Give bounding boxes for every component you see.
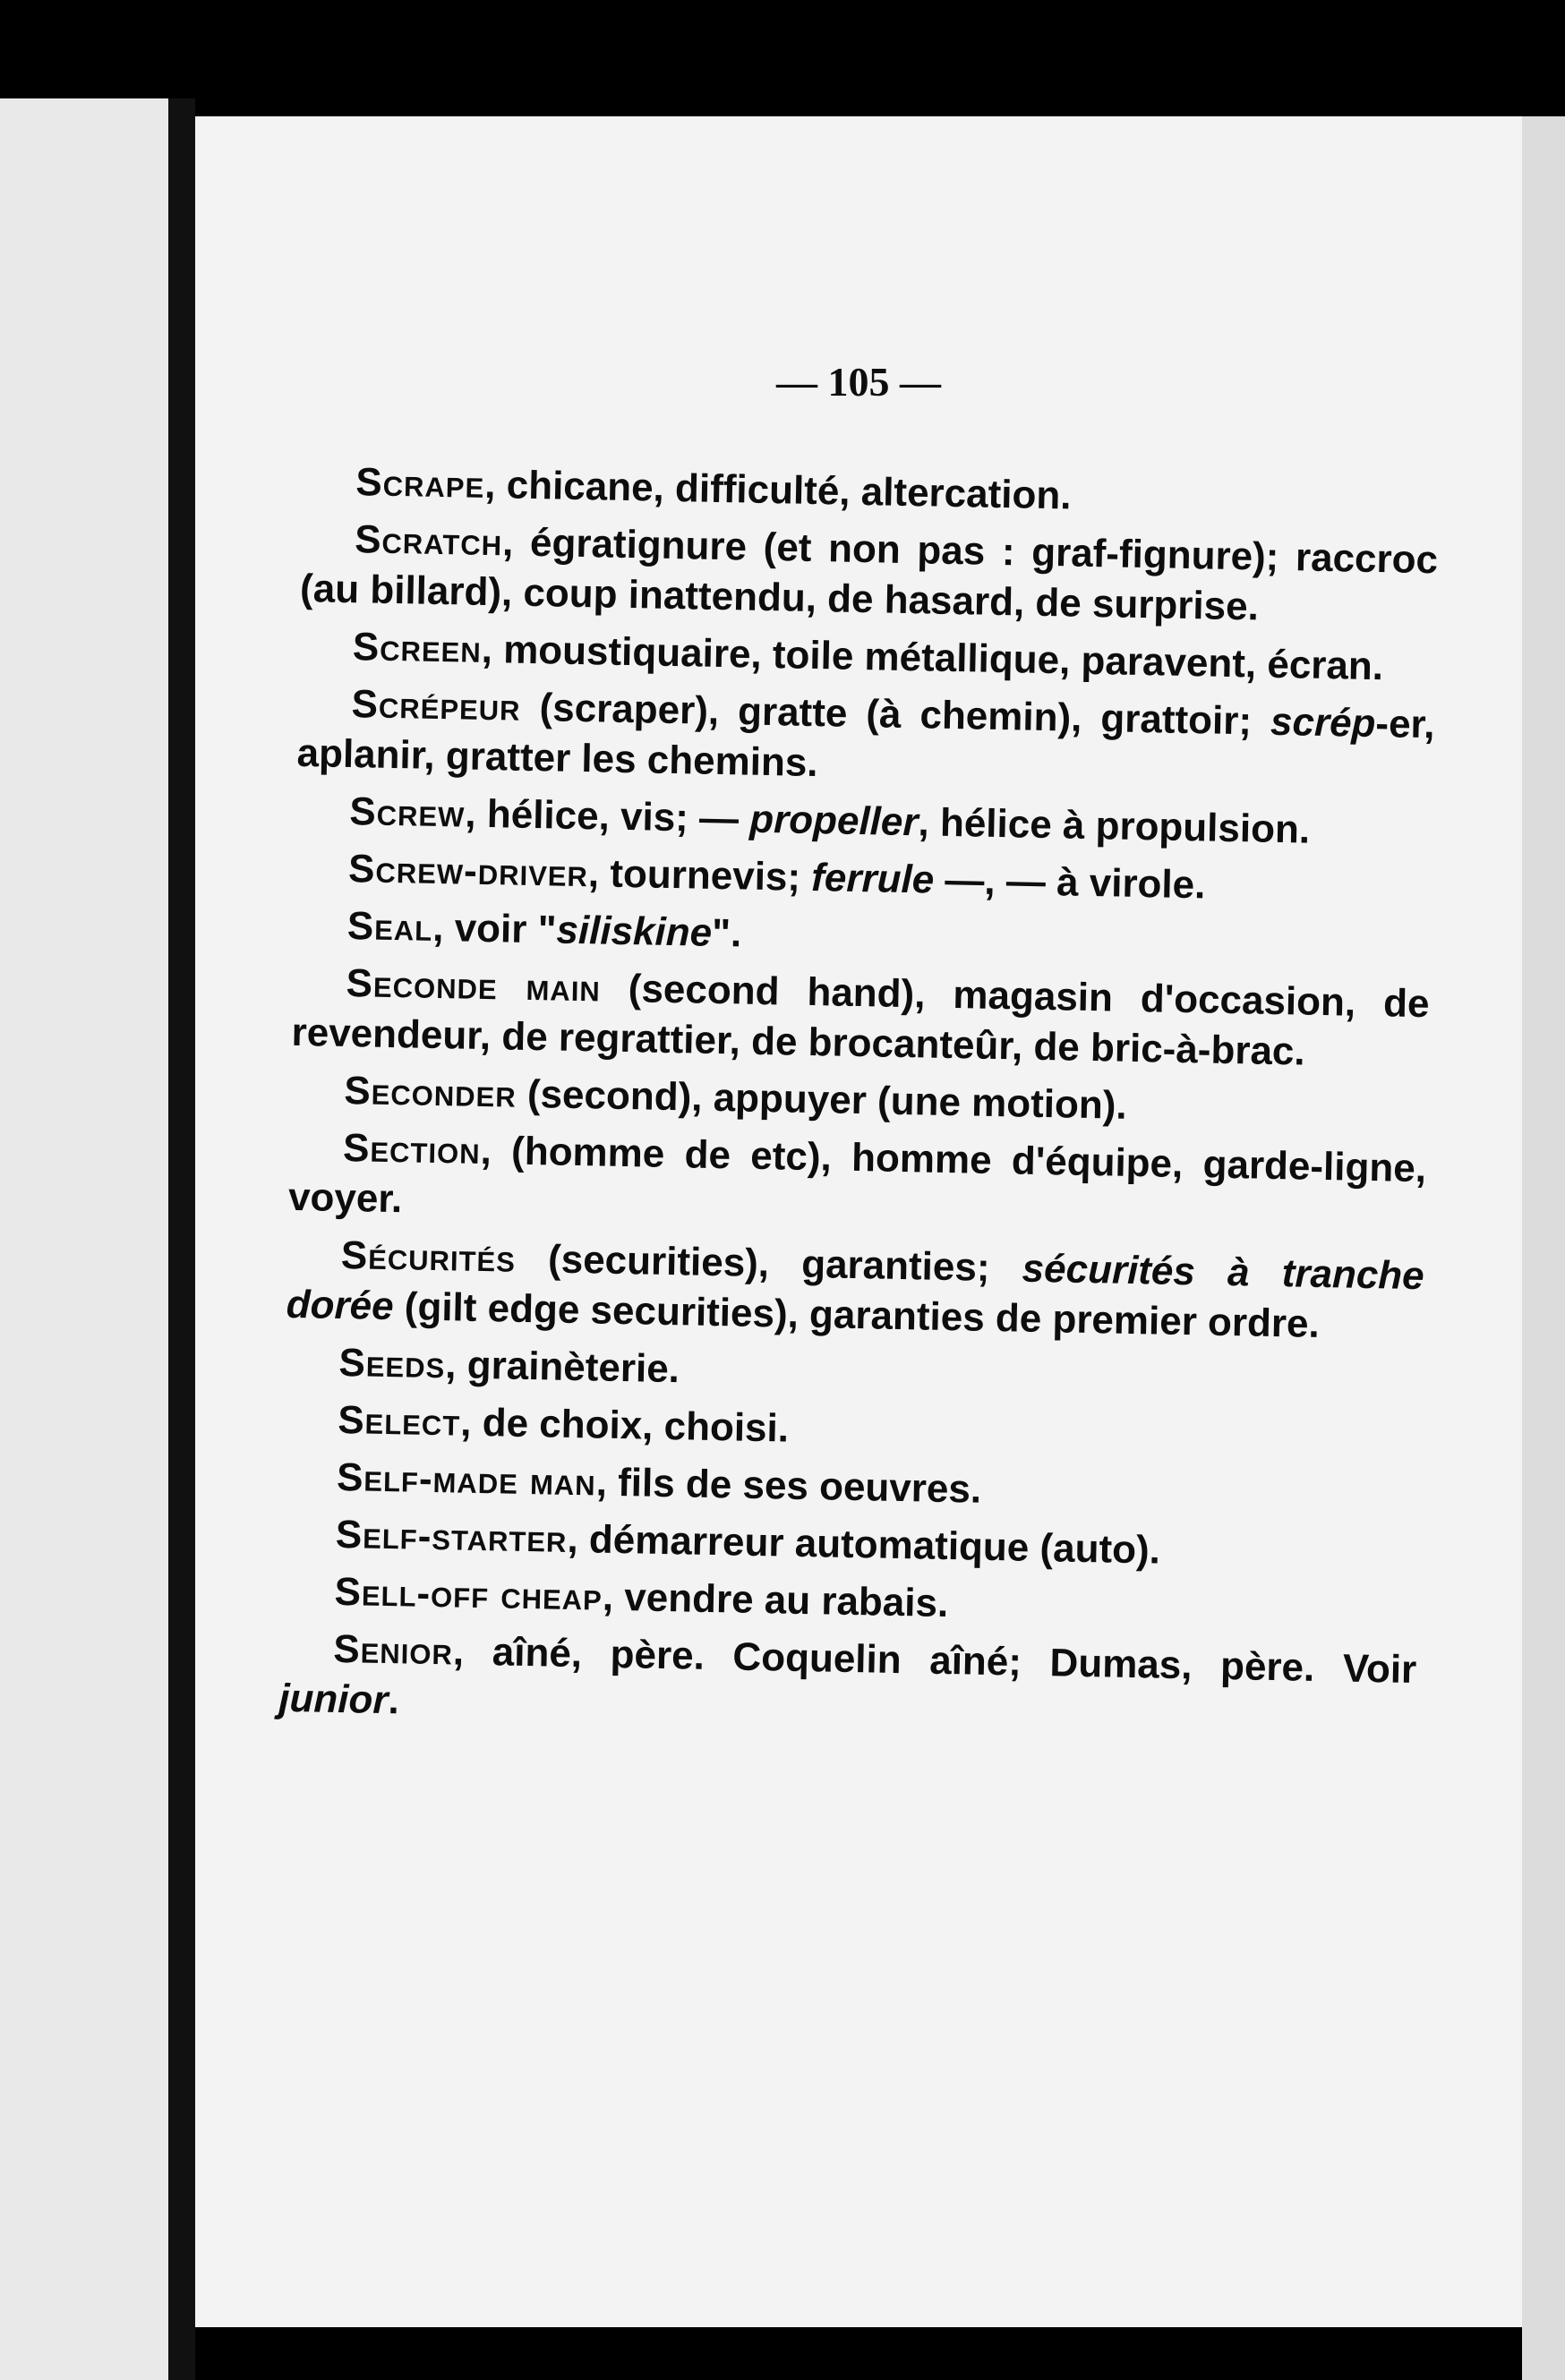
entry-definition: , hélice, vis; —	[464, 791, 750, 841]
entry-definition: , égratignure (et non pas : graf-fignure); raccroc (au billard), coup inattendu, de hasard, de surprise.	[299, 520, 1439, 629]
entry-definition: (securities), garanties;	[515, 1236, 1023, 1291]
entry-headword: Self-made man	[336, 1454, 597, 1505]
entry-italic-term: scrép	[1270, 699, 1376, 746]
entry-headword: Seal	[346, 904, 433, 950]
entry-definition-cont: .	[388, 1678, 400, 1723]
entry-headword: Section	[342, 1126, 482, 1173]
page-stack-edge	[1522, 116, 1565, 2380]
entry-italic-term: propeller	[748, 797, 919, 845]
glossary-entries	[278, 456, 1440, 1753]
entry-italic-term: siliskine	[556, 908, 713, 955]
entry-headword: Sell-off cheap	[334, 1569, 603, 1619]
entry-headword: Sécurités	[340, 1233, 517, 1281]
entry-definition-cont: , hélice à propulsion.	[918, 800, 1311, 852]
glossary-entry	[291, 958, 1430, 1079]
entry-definition: (scraper), gratte (à chemin), grattoir;	[520, 685, 1271, 744]
entry-definition-cont: (gilt edge securities), garanties de premier ordre.	[393, 1284, 1321, 1346]
entry-definition: (second), appuyer (une motion).	[516, 1071, 1128, 1128]
entry-italic-term: ferrule	[810, 856, 935, 902]
entry-headword: Select	[337, 1397, 461, 1445]
glossary-entry	[286, 1230, 1424, 1352]
entry-definition: , aîné, père. Coquelin aîné; Dumas, père. Voir	[452, 1629, 1417, 1693]
entry-headword: Screen	[352, 625, 483, 671]
glossary-entry	[300, 514, 1439, 636]
entry-definition: , voir "	[432, 905, 557, 952]
entry-definition: , de choix, choisi.	[459, 1400, 790, 1451]
entry-headword: Scratch	[354, 517, 503, 565]
glossary-entry	[288, 1122, 1427, 1244]
entry-headword: Scrape	[355, 460, 485, 507]
entry-headword: Scrépeur	[351, 682, 522, 729]
entry-italic-term: junior	[278, 1676, 389, 1723]
entry-headword: Seconde main	[346, 961, 602, 1011]
entry-definition: , fils de ses oeuvres.	[595, 1460, 982, 1512]
entry-headword: Seeds	[338, 1340, 446, 1387]
entry-headword: Seconder	[343, 1069, 517, 1116]
entry-definition: , moustiquaire, toile métallique, paravent, écran.	[481, 627, 1384, 689]
entry-italic-term: sécurités à tranche dorée	[286, 1246, 1425, 1329]
entry-definition: , vendre au rabais.	[602, 1574, 949, 1626]
entry-definition: (second hand), magasin d'occasion, de revendeur, de regrattier, de brocanteûr, de bric-à-brac.	[291, 966, 1430, 1074]
entry-headword: Self-starter	[335, 1512, 568, 1561]
book-spine	[168, 98, 195, 2380]
entry-definition-cont: ".	[711, 910, 742, 956]
entry-definition-cont: -er, aplanir, gratter les chemins.	[296, 702, 1435, 786]
entry-headword: Screw	[348, 789, 466, 836]
adjacent-page-edge	[0, 98, 168, 2380]
entry-headword: Screw-driver	[347, 847, 589, 896]
entry-headword: Senior	[332, 1626, 454, 1674]
entry-definition: , tournevis;	[587, 851, 812, 900]
entry-definition-cont: —, — à virole.	[933, 857, 1206, 908]
entry-definition: , (homme de etc), homme d'équipe, garde-ligne, voyer.	[287, 1128, 1427, 1222]
entry-definition: , grainèterie.	[444, 1343, 680, 1392]
glossary-entry	[296, 678, 1435, 800]
entry-definition: , démarreur automatique (auto).	[567, 1516, 1161, 1573]
book-page	[195, 116, 1522, 2327]
page-number: — 105 —	[776, 359, 941, 405]
entry-definition: , chicane, difficulté, altercation.	[483, 462, 1072, 518]
glossary-entry	[278, 1624, 1417, 1745]
